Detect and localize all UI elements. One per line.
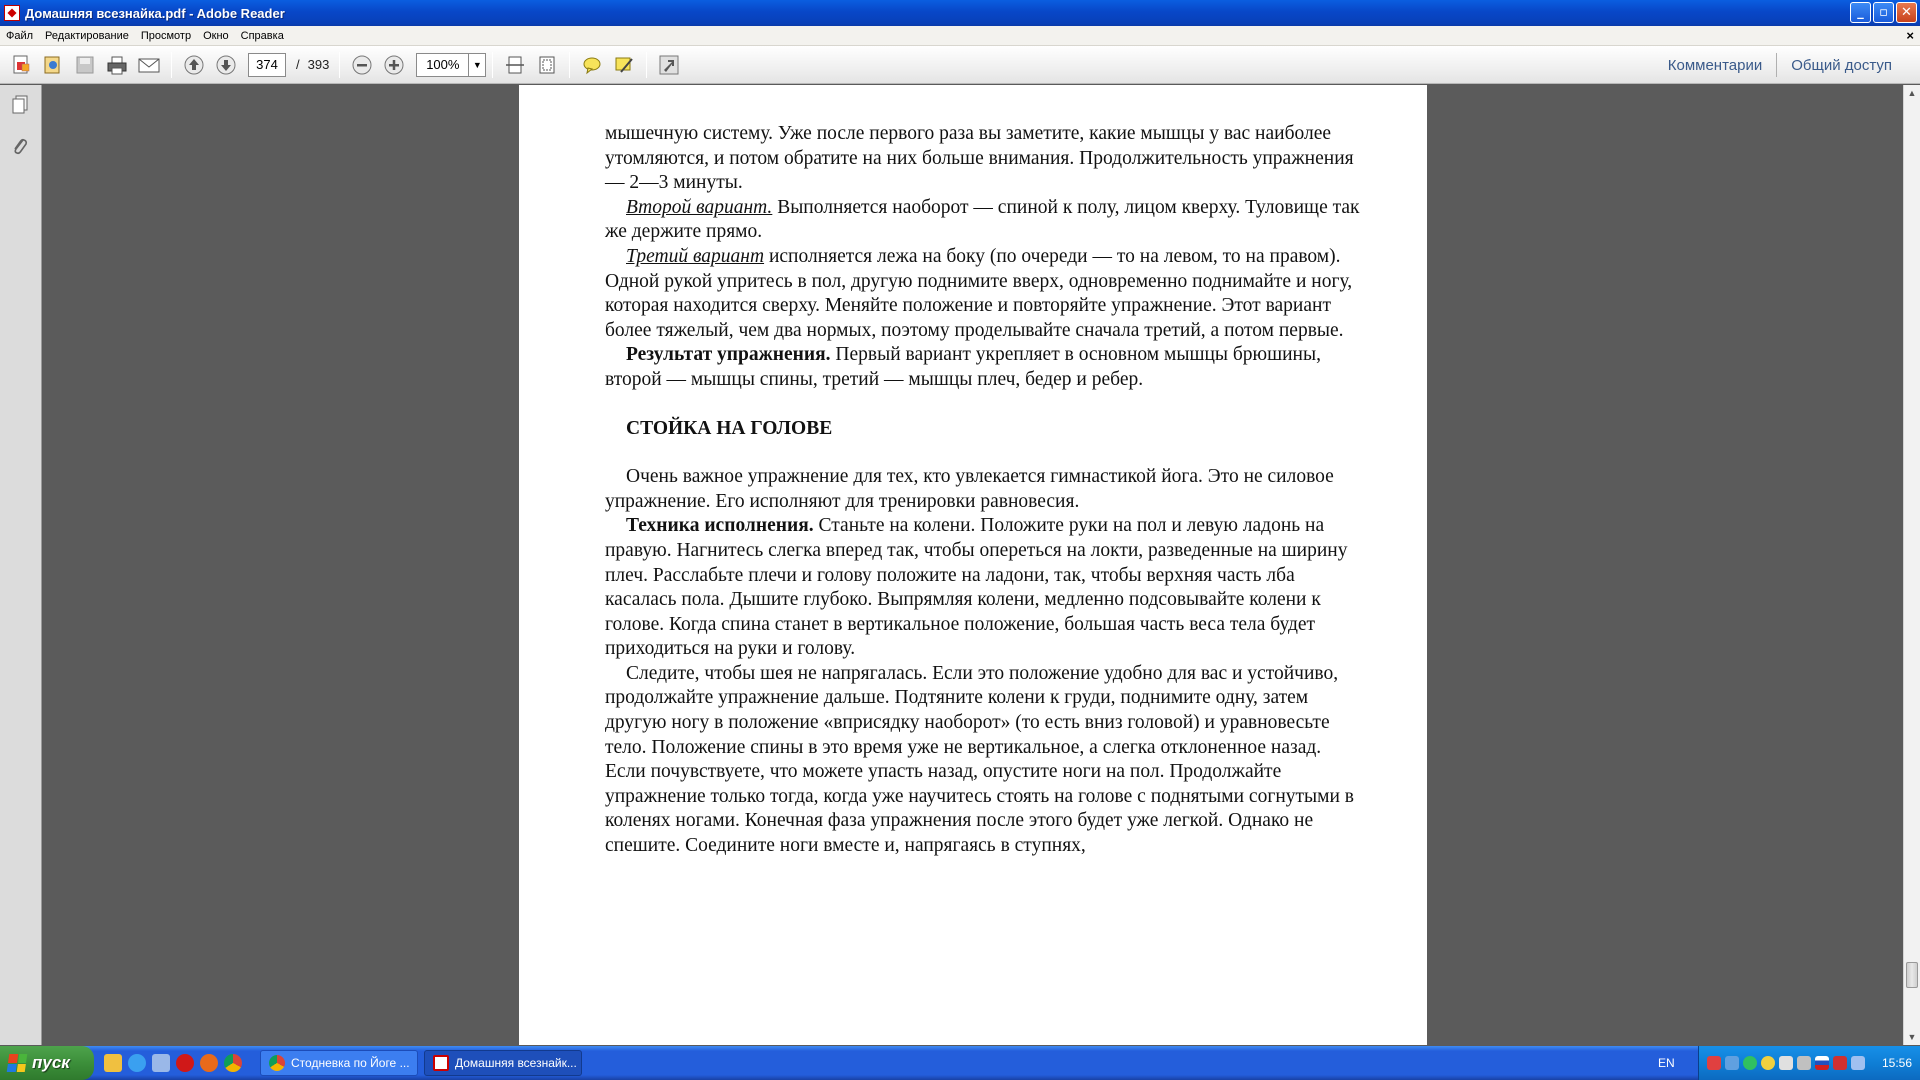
quick-launch xyxy=(104,1054,242,1072)
create-pdf-icon[interactable] xyxy=(8,52,34,78)
taskbar-item-chrome[interactable] xyxy=(260,1050,418,1076)
menu-view[interactable]: Просмотр xyxy=(140,29,192,42)
taskbar xyxy=(0,1046,1920,1080)
total-pages: 393 xyxy=(307,57,330,72)
expand-fullscreen-icon[interactable] xyxy=(656,52,682,78)
tray-app-icon[interactable] xyxy=(1707,1056,1721,1070)
toolbar-links xyxy=(1654,46,1906,84)
scroll-down-arrow-icon[interactable]: ▼ xyxy=(1907,1032,1917,1042)
menu-window[interactable]: Окно xyxy=(203,29,229,42)
firefox-icon[interactable] xyxy=(200,1054,218,1072)
toolbar-divider xyxy=(646,52,647,78)
menu-help[interactable]: Справка xyxy=(240,29,284,42)
internet-explorer-icon[interactable] xyxy=(128,1054,146,1072)
flag-icon[interactable] xyxy=(1815,1056,1829,1070)
start-button[interactable] xyxy=(0,1046,94,1080)
result-heading: Результат упражнения. xyxy=(626,344,831,366)
paragraph xyxy=(605,196,1365,245)
taskbar-item-adobe-reader[interactable] xyxy=(424,1050,582,1076)
vertical-scrollbar[interactable] xyxy=(1903,85,1920,1045)
save-icon[interactable] xyxy=(72,52,98,78)
task-label: Домашняя всезнайк... xyxy=(455,1056,577,1070)
highlight-text-icon[interactable] xyxy=(611,52,637,78)
comments-tab[interactable]: Комментарии xyxy=(1667,56,1763,74)
quick-launch-tool-icon[interactable] xyxy=(104,1054,122,1072)
open-file-icon[interactable] xyxy=(40,52,66,78)
paragraph-text: Выполняется наоборот — спиной к полу, лицом кверху. Туловище так же держите прямо. xyxy=(605,196,1360,243)
next-page-icon[interactable] xyxy=(213,52,239,78)
toolbar xyxy=(0,46,1920,84)
section-heading: СТОЙКА НА ГОЛОВЕ xyxy=(626,417,833,439)
paragraph: Следите, чтобы шея не напрягалась. Если это положение удобно для вас и устойчиво, продолжайте упражнение дальше. Подтяните колени к груди, поднимите одну, затем другую ногу в положение «вприсядку наоборот» (то есть вниз головой) и уравновесьте тело. Положение спины в это время уже не вертикальное, а слегка отклоненное назад. Если почувствуете, что можете упасть назад, опустите ноги на пол. Продолжайте упражнение только тогда, когда уже научитесь стоять на голове с поднятыми согнутыми в коленях ногами. Конечная фаза упражнения после этого будет уже легкой. Однако не спешите. Соедините ноги вместе и, напрягаясь в ступнях, xyxy=(605,662,1354,857)
fit-page-width-icon[interactable] xyxy=(502,52,528,78)
tray-display-icon[interactable] xyxy=(1851,1056,1865,1070)
tray-update-icon[interactable] xyxy=(1761,1056,1775,1070)
navigation-pane xyxy=(0,85,42,1045)
tray-icons xyxy=(1707,1056,1865,1070)
page-thumbnails-icon[interactable] xyxy=(8,93,32,117)
document-viewport[interactable] xyxy=(43,85,1903,1045)
previous-page-icon[interactable] xyxy=(181,52,207,78)
page-separator: / xyxy=(296,57,300,72)
close-window-button[interactable]: ✕ xyxy=(1896,2,1917,23)
opera-icon[interactable] xyxy=(176,1054,194,1072)
fit-whole-page-icon[interactable] xyxy=(534,52,560,78)
paragraph xyxy=(605,343,1365,392)
tray-network-icon[interactable] xyxy=(1725,1056,1739,1070)
email-icon[interactable] xyxy=(136,52,162,78)
paragraph-text: исполняется лежа на боку (по очереди — то на левом, то на правом). Одной рукой упритесь в пол, другую поднимите вверх, одновременно поднимайте и ногу, которая находится сверху. Меняйте положение и повторяйте упражнение. Этот вариант более тяжелый, чем два нормых, поэтому проделывайте сначала третий, а потом первые. xyxy=(605,245,1353,341)
paragraph: Очень важное упражнение для тех, кто увлекается гимнастикой йога. Это не силовое упражнение. Его исполняют для тренировки равновесия. xyxy=(605,466,1334,512)
technique-heading: Техника исполнения. xyxy=(626,515,814,537)
adobe-reader-app-icon xyxy=(4,5,20,21)
menu-edit[interactable]: Редактирование xyxy=(45,29,129,42)
task-label: Стодневка по Йоге ... xyxy=(291,1056,410,1070)
scroll-up-arrow-icon[interactable]: ▲ xyxy=(1907,88,1917,98)
adobe-reader-icon xyxy=(433,1055,449,1071)
show-desktop-icon[interactable] xyxy=(152,1054,170,1072)
chrome-icon xyxy=(269,1055,285,1071)
system-tray xyxy=(1698,1046,1920,1080)
toolbar-divider xyxy=(339,52,340,78)
window-controls xyxy=(1850,2,1917,23)
maximize-button[interactable]: ▫ xyxy=(1873,2,1894,23)
attachments-paperclip-icon[interactable] xyxy=(8,135,32,159)
toolbar-divider xyxy=(569,52,570,78)
paragraph-text: Станьте на колени. Положите руки на пол и левую ладонь на правую. Нагнитесь слегка вперед так, чтобы опереться на локти, разведенные на ширину плеч. Расслабьте плечи и голову положите на ладони, так, чтобы верхняя часть лба касалась пола. Дышите глубоко. Выпрямляя колени, медленно подсовывайте колени к голове. Когда спина станет в вертикальное положение, большая часть веса тела будет приходиться на руки и голову. xyxy=(605,515,1348,660)
share-tab[interactable]: Общий доступ xyxy=(1791,56,1892,74)
tray-security-icon[interactable] xyxy=(1833,1056,1847,1070)
zoom-out-icon[interactable] xyxy=(349,52,375,78)
windows-logo-icon xyxy=(7,1054,28,1072)
zoom-level-input[interactable]: 100% xyxy=(416,53,468,77)
paragraph xyxy=(605,245,1365,343)
toolbar-divider xyxy=(492,52,493,78)
language-indicator[interactable]: EN xyxy=(1658,1056,1675,1070)
paragraph: мышечную систему. Уже после первого раза вы заметите, какие мышцы у вас наиболее утомляются, и потом обратите на них больше внимания. Продолжительность упражнения — 2—3 минуты. xyxy=(605,123,1354,194)
variant-heading: Третий вариант xyxy=(626,245,765,267)
paragraph-text: Первый вариант укрепляет в основном мышцы брюшины, второй — мышцы спины, третий — мышцы плеч, бедер и ребер. xyxy=(605,344,1321,390)
tray-messenger-icon[interactable] xyxy=(1779,1056,1793,1070)
start-label: пуск xyxy=(32,1053,70,1072)
scrollbar-thumb[interactable] xyxy=(1906,962,1918,988)
print-icon[interactable] xyxy=(104,52,130,78)
volume-icon[interactable] xyxy=(1797,1056,1811,1070)
tray-status-icon[interactable] xyxy=(1743,1056,1757,1070)
page-number-input[interactable]: 374 xyxy=(248,53,286,77)
comment-note-icon[interactable] xyxy=(579,52,605,78)
menu-file[interactable]: Файл xyxy=(6,29,34,42)
paragraph xyxy=(605,514,1365,662)
zoom-dropdown-chevron-icon[interactable]: ▼ xyxy=(468,53,486,77)
menu-bar xyxy=(0,26,1920,46)
minimize-button[interactable]: _ xyxy=(1850,2,1871,23)
chrome-icon[interactable] xyxy=(224,1054,242,1072)
close-document-button[interactable]: × xyxy=(1906,28,1914,43)
window-titlebar xyxy=(0,0,1920,26)
variant-heading: Второй вариант. xyxy=(626,196,773,218)
toolbar-divider xyxy=(171,52,172,78)
clock[interactable]: 15:56 xyxy=(1881,1056,1912,1070)
window-title: Домашняя всезнайка.pdf - Adobe Reader xyxy=(25,5,285,21)
page-text xyxy=(605,122,1365,859)
zoom-in-icon[interactable] xyxy=(381,52,407,78)
pdf-page xyxy=(519,85,1427,1045)
